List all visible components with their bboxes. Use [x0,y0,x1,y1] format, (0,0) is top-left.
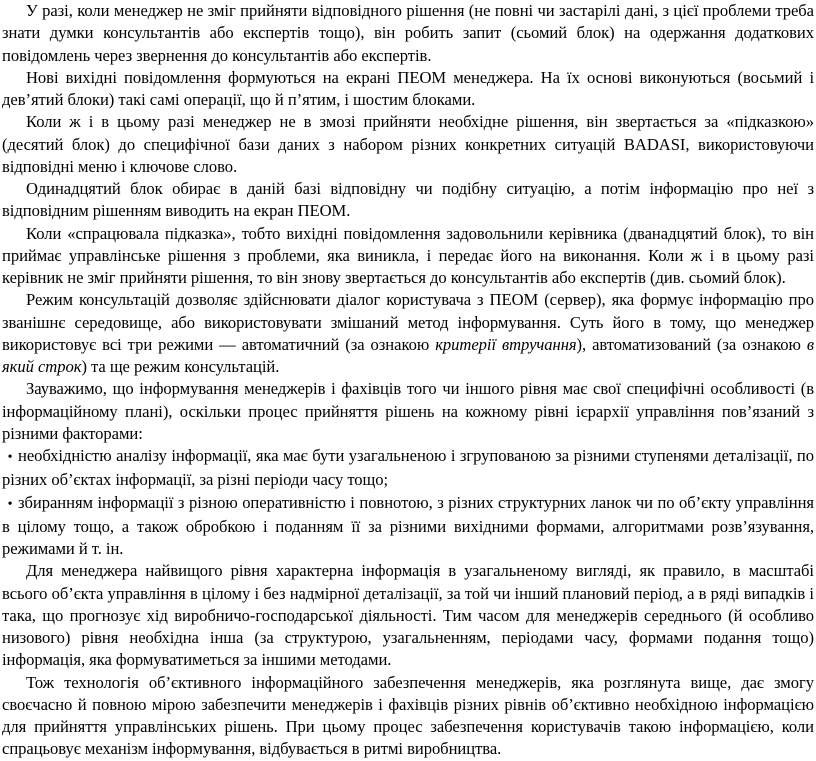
paragraph-text: збиранням інформації з різною оперативністю і повнотою, з різних структурних ланок чи по об’єкту управління в цілому тощо, а також обробкою і поданням її за різними вихідними формами, алгоритмами розв’язування, режимами й т. ін. [2,492,814,558]
paragraph-text: У разі, коли менеджер не зміг прийняти відповідного рішення (не повні чи застарілі дані, з цієї проблеми треба знати думки консультантів або експертів тощо), він робить запит (сьомий блок) на одержання додаткових повідомлень через звернення до консультантів або експертів. [2,1,814,65]
paragraph-text: Нові вихідні повідомлення формуються на екрані ПЕОМ менеджера. На їх основі виконуються (восьмий і дев’ятий блоки) такі самі операції, що й п’ятим, і шостим блоками. [2,67,814,109]
paragraph-text: Коли ж і в цьому разі менеджер не в змозі прийняти необхідне рішення, він звертається за «підказкою» (десятий блок) до специфічної бази даних з набором різних конкретних ситуацій BADASI, використовуючи відповідні меню і ключове слово. [2,112,814,176]
paragraph-text: Зауважимо, що інформування менеджерів і фахівців того чи іншого рівня має свої специфічні особливості (в інформаційному плані), оскільки процес прийняття рішень на кожному рівні ієрархії управління пов’язаний з різними факторами: [2,379,814,443]
paragraph-text: ) та ще режим консультацій. [81,357,280,376]
paragraph-text: Для менеджера найвищого рівня характерна інформація в узагальненому вигляді, як правило, в масштабі всього об’єкта управління в цілому і без надмірної деталізації, за той чи інший плановий період, а в ряді випадків і така, що прогнозує хід виробничо-господарської діяльності. Тим часом для менеджерів середнього (й особливо низового) рівня необхідна інша (за структурою, узагальненням, періодами часу, формами подання тощо) інформація, яка формуватиметься за іншими методами. [2,561,814,670]
body-paragraph [2,111,814,178]
paragraph-text: Одинадцятий блок обирає в даній базі відповідну чи подібну ситуацію, а потім інформацію про неї з відповідним рішенням виводить на екран ПЕОМ. [2,179,814,221]
bullet-icon: • [7,496,13,512]
paragraph-text: Режим консультацій дозволяє здійснювати діалог користувача з ПЕОМ (сервер), яка формує інформацію про званішнє середовище, або використовувати змішаний метод інформування. Суть його в тому, що менеджер використовує всі три режими — автоматичний (за ознакою [2,290,814,354]
paragraph-text: Коли «спрацювала підказка», тобто вихідні повідомлення задовольнили керівника (дванадцятий блок), то він приймає управлінське рішення з проблеми, яка виникла, і передає його на виконання. Коли ж і в цьому разі керівник не зміг прийняти рішення, то він знову звертається до консультантів або експертів (див. сьомий блок). [2,223,814,287]
body-paragraph [2,672,814,761]
body-paragraph [2,0,814,67]
paragraph-text: необхідністю аналізу інформації, яка має бути узагальненою і згрупованою за різними ступенями деталізації, по різних об’єктах інформації, за різні періоди часу тощо; [2,446,814,490]
body-paragraph [2,560,814,671]
bullet-list-item [2,445,814,492]
emphasis-text: критерії втручання [435,334,577,354]
body-paragraph [2,67,814,112]
paragraph-text: ), автоматизований (за ознакою [576,334,807,354]
bullet-list-item [2,492,814,561]
document-page [2,0,814,761]
body-paragraph [2,178,814,223]
paragraph-text: Тож технологія об’єктивного інформаційного забезпечення менеджерів, яка розглянута вище, дає змогу своєчасно й повною мірою забезпечити менеджерів і фахівців різних рівнів об’єктивно необхідною інформацією для прийняття управлінських рішень. При цьому процес забезпечення користувачів такою інформацією, коли спрацьовує механізм інформування, відбувається в ритмі виробництва. [2,672,814,759]
body-paragraph [2,223,814,290]
bullet-icon: • [7,450,13,465]
emphasis-text: в який строк [2,334,814,376]
body-paragraph [2,289,814,378]
body-paragraph [2,378,814,445]
